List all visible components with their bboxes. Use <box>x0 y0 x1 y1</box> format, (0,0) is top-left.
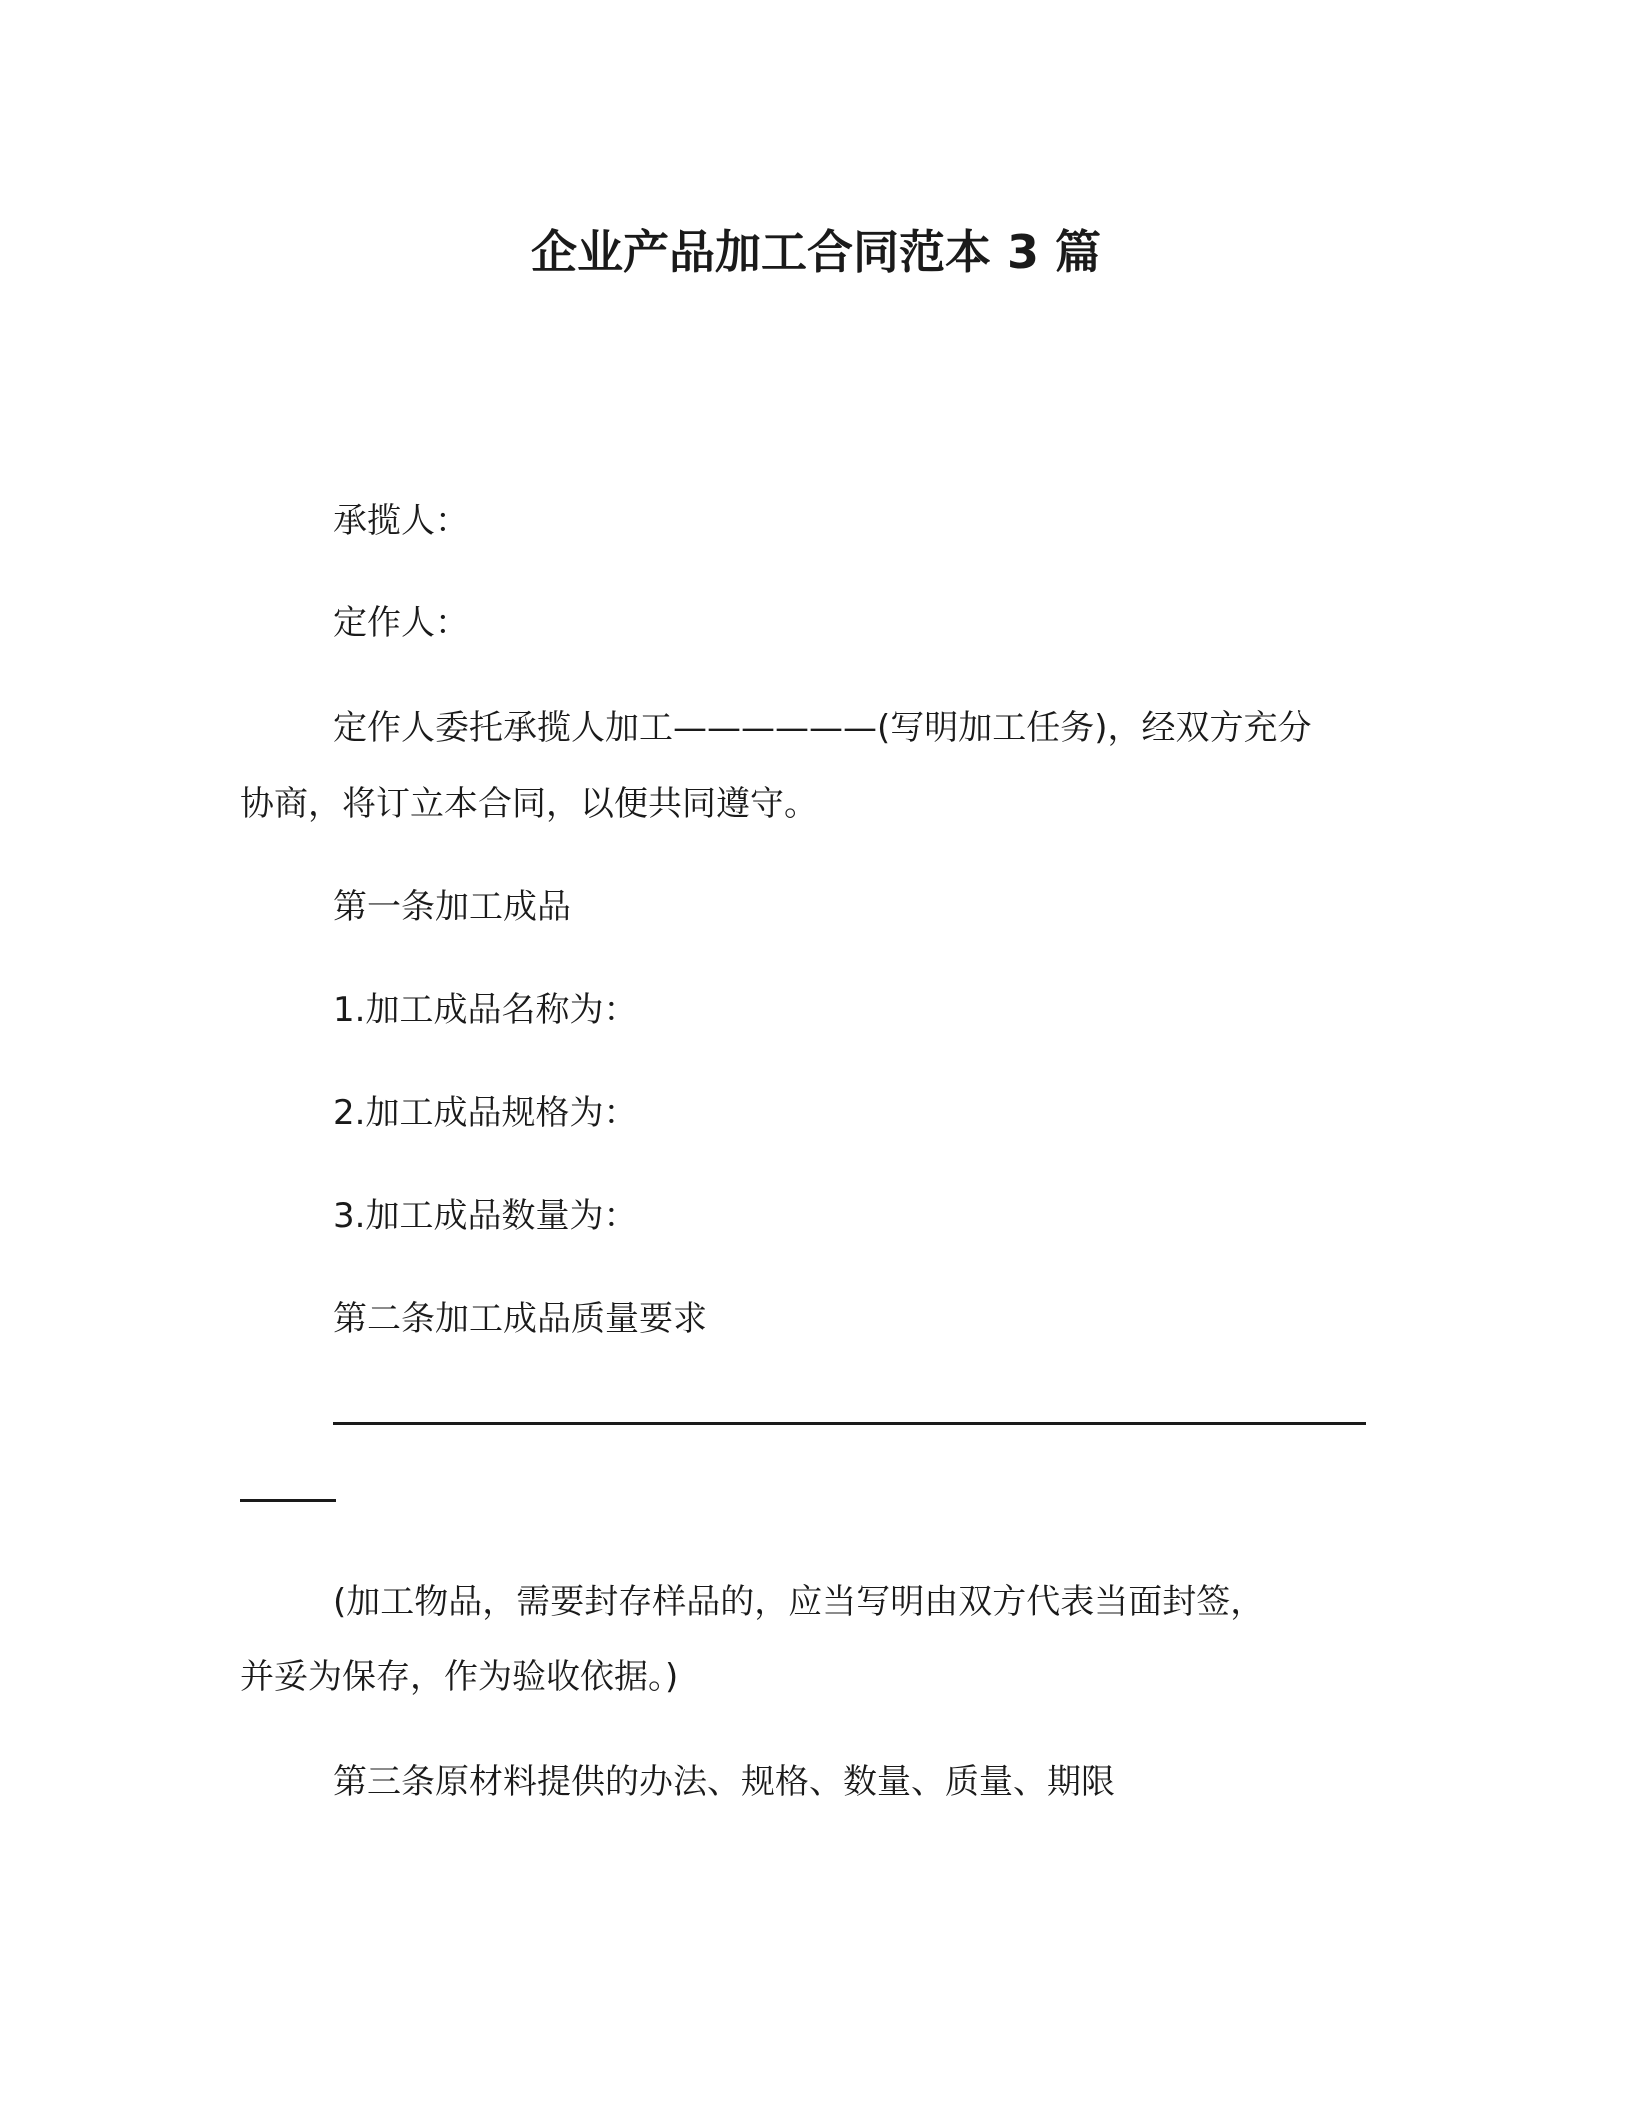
contractor-label: 承揽人： <box>333 501 469 541</box>
product-name-item: 1.加工成品名称为： <box>333 990 638 1030</box>
article-1-heading: 第一条加工成品 <box>333 887 571 927</box>
product-quantity-item: 3.加工成品数量为： <box>333 1196 638 1236</box>
intro-paragraph-line-2: 协商，将订立本合同，以便共同遵守。 <box>240 784 818 824</box>
article-3-heading: 第三条原材料提供的办法、规格、数量、质量、期限 <box>333 1762 1115 1802</box>
document-title: 企业产品加工合同范本 3 篇 <box>530 225 1102 279</box>
intro-paragraph-line-1: 定作人委托承揽人加工——————(写明加工任务)，经双方充分 <box>333 708 1312 748</box>
article-2-heading: 第二条加工成品质量要求 <box>333 1299 707 1339</box>
blank-fill-line-2 <box>240 1499 336 1502</box>
client-label: 定作人： <box>333 603 469 643</box>
product-spec-item: 2.加工成品规格为： <box>333 1093 638 1133</box>
blank-fill-line-1 <box>333 1422 1366 1425</box>
sample-note-line-2: 并妥为保存，作为验收依据。) <box>240 1657 679 1697</box>
sample-note-line-1: (加工物品，需要封存样品的，应当写明由双方代表当面封签， <box>333 1582 1265 1622</box>
